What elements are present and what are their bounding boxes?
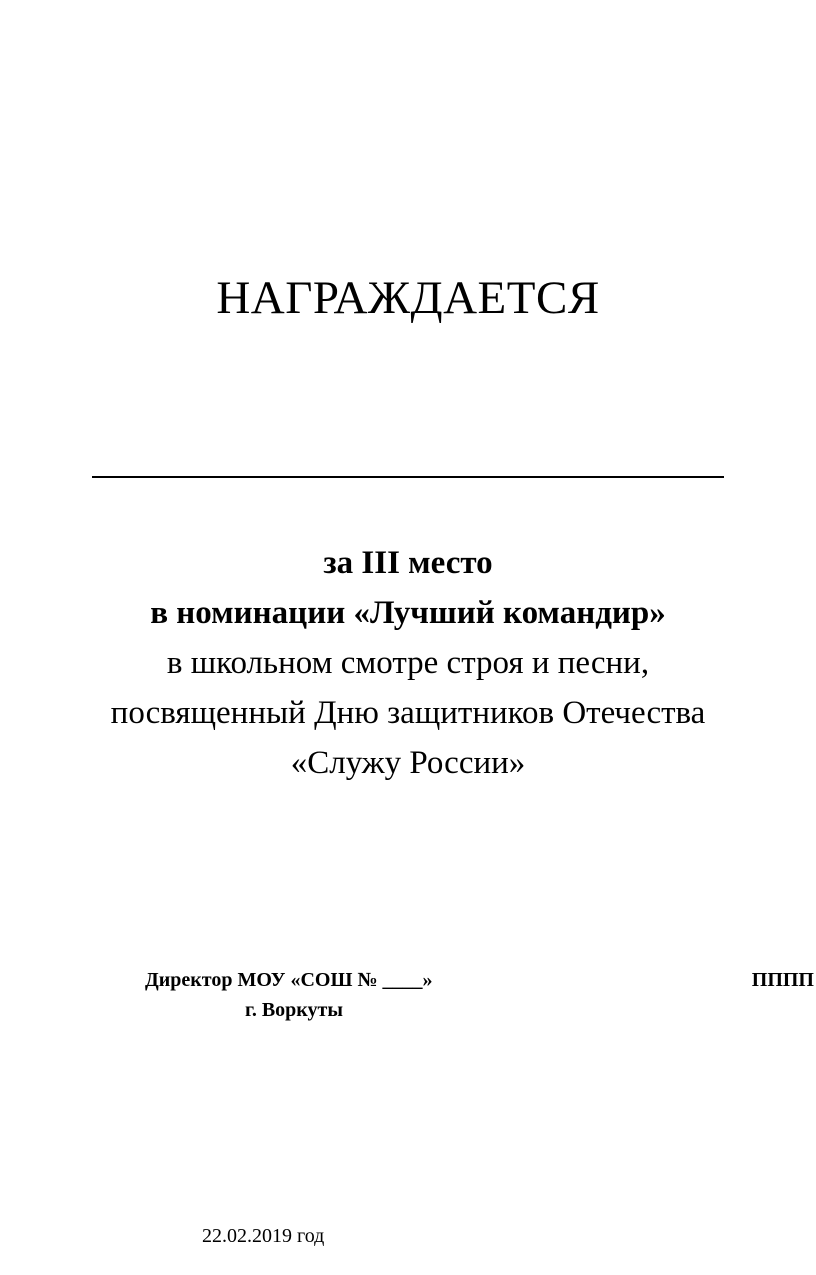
award-dedication: посвященный Дню защитников Отечества: [110, 695, 706, 731]
award-nomination: в номинации «Лучший командир»: [150, 595, 666, 631]
award-event: в школьном смотре строя и песни,: [166, 645, 650, 681]
award-event-title: «Служу России»: [290, 745, 526, 781]
award-place: за III место: [323, 545, 493, 581]
signer-city: г. Воркуты: [245, 999, 343, 1021]
award-reason: [0, 538, 816, 788]
award-date: 22.02.2019 год: [202, 1225, 325, 1247]
award-heading: НАГРАЖДАЕТСЯ: [216, 272, 600, 324]
signer-name: ПППП: [751, 969, 814, 991]
signer-position: Директор МОУ «СОШ № ____»: [145, 969, 433, 991]
recipient-name-line: [92, 476, 724, 478]
